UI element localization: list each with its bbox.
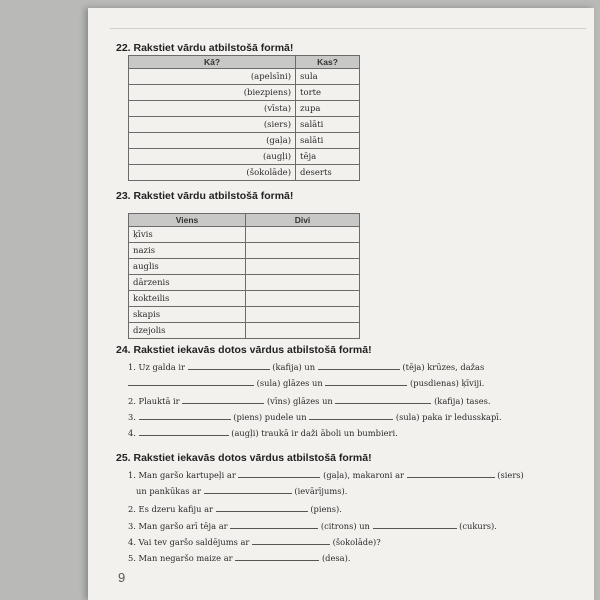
text: 2. Es dzeru kafiju ar — [128, 504, 214, 514]
hint-cell[interactable]: (biezpiens) — [129, 85, 296, 101]
text: (citrons) un — [320, 521, 370, 531]
singular-cell: dzejolis — [129, 323, 246, 339]
text: (piens). — [310, 504, 342, 514]
exercise-24-line — [128, 362, 484, 372]
text: 1. Uz galda ir — [128, 362, 185, 372]
exercise-23-table — [128, 213, 360, 339]
word-cell: deserts — [296, 165, 360, 181]
header-rule — [110, 28, 586, 29]
text: 5. Man negaršo maize ar — [128, 553, 233, 563]
singular-cell: nazis — [129, 243, 246, 259]
answer-blank[interactable] — [335, 403, 431, 404]
text: (sula) glāzes un — [256, 378, 323, 388]
exercise-25-line — [128, 537, 381, 547]
answer-blank[interactable] — [216, 511, 308, 512]
exercise-24-line — [128, 396, 491, 406]
exercise-22-title: 22. Rakstiet vārdu atbilstošā formā! — [116, 42, 294, 54]
text: (ievārījums). — [294, 486, 348, 496]
text: (desa). — [321, 553, 351, 563]
word-cell: zupa — [296, 101, 360, 117]
text: un pankūkas ar — [136, 486, 202, 496]
answer-blank[interactable] — [373, 528, 457, 529]
word-cell: tēja — [296, 149, 360, 165]
exercise-24-title: 24. Rakstiet iekavās dotos vārdus atbilstošā formā! — [116, 344, 372, 356]
text: (cukurs). — [459, 521, 497, 531]
text: 3. — [128, 412, 136, 422]
answer-blank[interactable] — [182, 403, 264, 404]
answer-blank[interactable] — [235, 560, 319, 561]
text: (augļi) traukā ir daži āboli un bumbieri. — [231, 428, 398, 438]
exercise-24-line — [128, 378, 484, 388]
text: 1. Man garšo kartupeļi ar — [128, 470, 236, 480]
plural-answer-cell[interactable] — [246, 291, 360, 307]
answer-blank[interactable] — [325, 385, 407, 386]
text: (vīns) glāzes un — [266, 396, 333, 406]
plural-answer-cell[interactable] — [246, 259, 360, 275]
hint-cell[interactable]: (augļi) — [129, 149, 296, 165]
text: (šokolāde)? — [332, 537, 381, 547]
singular-cell: auglis — [129, 259, 246, 275]
text: (pusdienas) ķīviji. — [410, 378, 485, 388]
answer-blank[interactable] — [407, 477, 495, 478]
page-number: 9 — [118, 570, 126, 585]
exercise-25-line — [128, 521, 497, 531]
plural-answer-cell[interactable] — [246, 275, 360, 291]
singular-cell: skapis — [129, 307, 246, 323]
hint-cell[interactable]: (apelsīni) — [129, 69, 296, 85]
plural-answer-cell[interactable] — [246, 227, 360, 243]
hint-cell[interactable]: (gaļa) — [129, 133, 296, 149]
plural-answer-cell[interactable] — [246, 323, 360, 339]
text: 4. Vai tev garšo saldējums ar — [128, 537, 250, 547]
singular-cell: dārzenis — [129, 275, 246, 291]
exercise-25-line — [128, 504, 342, 514]
exercise-22-table — [128, 55, 360, 181]
column-header: Viens — [129, 214, 246, 227]
exercise-25-line — [136, 486, 347, 496]
singular-cell: ķīvis — [129, 227, 246, 243]
hint-cell[interactable]: (vīsta) — [129, 101, 296, 117]
text: (siers) — [497, 470, 524, 480]
hint-cell[interactable]: (šokolāde) — [129, 165, 296, 181]
text: 4. — [128, 428, 136, 438]
exercise-24-line — [128, 428, 398, 438]
exercise-24-line — [128, 412, 502, 422]
exercise-25-line — [128, 553, 350, 563]
word-cell: salāti — [296, 117, 360, 133]
text: (kafija) tases. — [434, 396, 491, 406]
column-header: Divi — [246, 214, 360, 227]
answer-blank[interactable] — [230, 528, 318, 529]
word-cell: salāti — [296, 133, 360, 149]
answer-blank[interactable] — [139, 435, 229, 436]
word-cell: torte — [296, 85, 360, 101]
singular-cell: kokteilis — [129, 291, 246, 307]
text: (piens) pudele un — [233, 412, 307, 422]
answer-blank[interactable] — [238, 477, 320, 478]
text: (kafija) un — [272, 362, 316, 372]
word-cell: sula — [296, 69, 360, 85]
text: 2. Plauktā ir — [128, 396, 180, 406]
column-header: Kā? — [129, 56, 296, 69]
answer-blank[interactable] — [204, 493, 292, 494]
answer-blank[interactable] — [309, 419, 393, 420]
plural-answer-cell[interactable] — [246, 243, 360, 259]
answer-blank[interactable] — [128, 385, 254, 386]
exercise-25-title: 25. Rakstiet iekavās dotos vārdus atbilstošā formā! — [116, 452, 372, 464]
hint-cell[interactable]: (siers) — [129, 117, 296, 133]
text: (gaļa), makaroni ar — [323, 470, 404, 480]
text: 3. Man garšo arī tēja ar — [128, 521, 228, 531]
answer-blank[interactable] — [318, 369, 400, 370]
workbook-page — [88, 8, 594, 600]
column-header: Kas? — [296, 56, 360, 69]
exercise-23-title: 23. Rakstiet vārdu atbilstošā formā! — [116, 190, 294, 202]
answer-blank[interactable] — [252, 544, 330, 545]
exercise-25-line — [128, 470, 524, 480]
answer-blank[interactable] — [139, 419, 231, 420]
answer-blank[interactable] — [188, 369, 270, 370]
text: (tēja) krūzes, dažas — [402, 362, 485, 372]
plural-answer-cell[interactable] — [246, 307, 360, 323]
text: (sula) paka ir ledusskapī. — [395, 412, 502, 422]
